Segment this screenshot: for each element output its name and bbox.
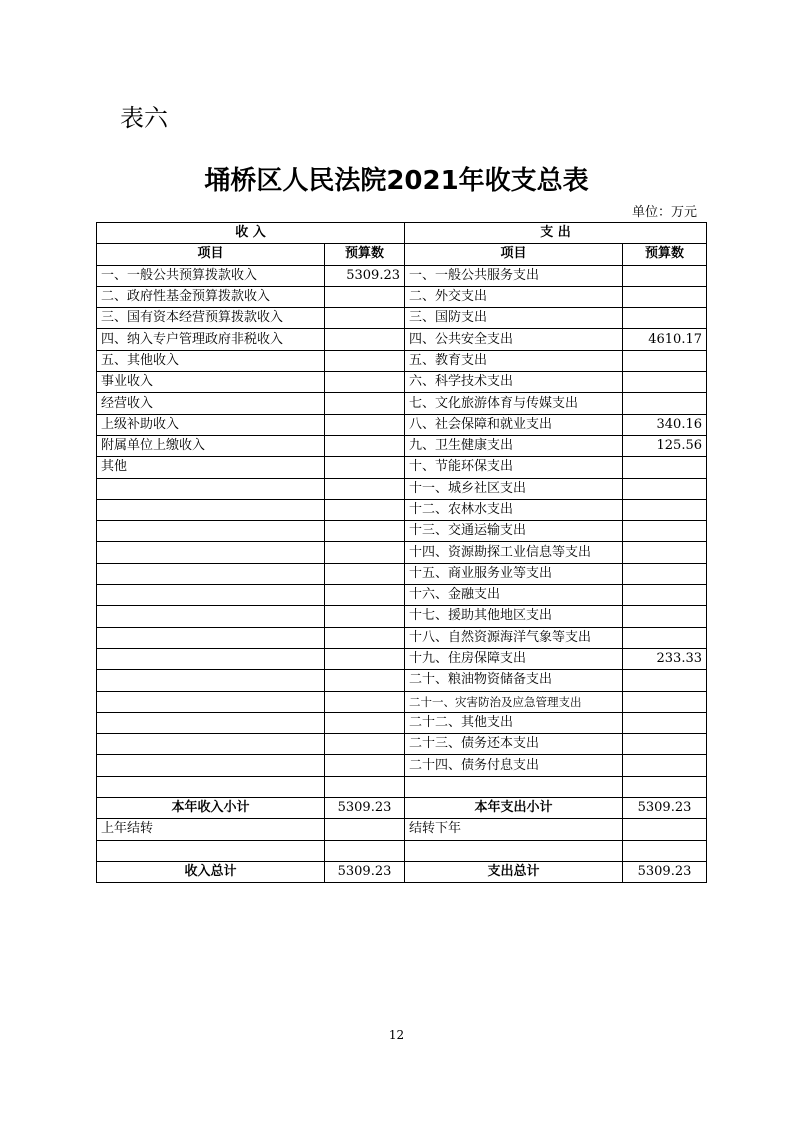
income-item <box>97 648 325 669</box>
table-row <box>97 606 707 627</box>
table-row <box>97 585 707 606</box>
expense-item: 四、公共安全支出 <box>405 329 623 350</box>
income-amount <box>325 563 405 584</box>
income-amount <box>325 372 405 393</box>
income-amount <box>325 627 405 648</box>
income-amount <box>325 457 405 478</box>
data-rows <box>97 265 707 797</box>
expense-item-header: 项目 <box>405 244 623 265</box>
table-row <box>97 265 707 286</box>
income-heading: 收 入 <box>97 223 405 244</box>
expense-item: 七、文化旅游体育与传媒支出 <box>405 393 623 414</box>
expense-item: 六、科学技术支出 <box>405 372 623 393</box>
table-row <box>97 734 707 755</box>
expense-amount <box>623 393 707 414</box>
expense-amount: 125.56 <box>623 435 707 456</box>
income-item: 四、纳入专户管理政府非税收入 <box>97 329 325 350</box>
income-amount <box>325 308 405 329</box>
expense-amount <box>623 308 707 329</box>
table-row <box>97 393 707 414</box>
income-item <box>97 606 325 627</box>
expense-item: 十二、农林水支出 <box>405 499 623 520</box>
expense-carryover-label: 结转下年 <box>405 819 623 840</box>
income-amount <box>325 393 405 414</box>
expense-amount <box>623 712 707 733</box>
expense-amount <box>623 521 707 542</box>
expense-amount <box>623 627 707 648</box>
income-item-header: 项目 <box>97 244 325 265</box>
table-row <box>97 286 707 307</box>
income-item <box>97 734 325 755</box>
table-row <box>97 755 707 776</box>
table-row <box>97 499 707 520</box>
expense-amount <box>623 542 707 563</box>
income-subtotal-amount: 5309.23 <box>325 798 405 819</box>
income-amount <box>325 499 405 520</box>
income-amount <box>325 350 405 371</box>
income-amount <box>325 542 405 563</box>
income-item <box>97 627 325 648</box>
expense-amount <box>623 755 707 776</box>
expense-total-label: 支出总计 <box>405 861 623 882</box>
income-item <box>97 691 325 712</box>
income-amount <box>325 606 405 627</box>
expense-item: 九、卫生健康支出 <box>405 435 623 456</box>
expense-amount <box>623 691 707 712</box>
carryover-row <box>97 819 707 840</box>
income-item <box>97 542 325 563</box>
income-total-amount: 5309.23 <box>325 861 405 882</box>
expense-amount <box>623 372 707 393</box>
expense-item: 十、节能环保支出 <box>405 457 623 478</box>
section-heading-row <box>97 223 707 244</box>
income-amount <box>325 414 405 435</box>
expense-budget-header: 预算数 <box>623 244 707 265</box>
expense-item: 十七、援助其他地区支出 <box>405 606 623 627</box>
income-item: 二、政府性基金预算拨款收入 <box>97 286 325 307</box>
expense-carryover-amount <box>623 819 707 840</box>
income-subtotal-label: 本年收入小计 <box>97 798 325 819</box>
expense-amount <box>623 585 707 606</box>
income-item: 其他 <box>97 457 325 478</box>
table-row <box>97 712 707 733</box>
expense-amount <box>623 478 707 499</box>
expense-amount <box>623 776 707 797</box>
table-label: 表六 <box>120 104 168 132</box>
expense-subtotal-amount: 5309.23 <box>623 798 707 819</box>
expense-subtotal-label: 本年支出小计 <box>405 798 623 819</box>
expense-amount <box>623 457 707 478</box>
expense-item: 十五、商业服务业等支出 <box>405 563 623 584</box>
budget-table <box>96 222 707 883</box>
unit-note: 单位：万元 <box>631 205 697 220</box>
income-amount <box>325 521 405 542</box>
income-carryover-label: 上年结转 <box>97 819 325 840</box>
income-amount <box>325 329 405 350</box>
blank-row <box>97 840 707 861</box>
table-row <box>97 308 707 329</box>
expense-item: 十八、自然资源海洋气象等支出 <box>405 627 623 648</box>
income-item: 附属单位上缴收入 <box>97 435 325 456</box>
column-header-row <box>97 244 707 265</box>
table-row <box>97 521 707 542</box>
expense-amount <box>623 350 707 371</box>
expense-item: 十六、金融支出 <box>405 585 623 606</box>
income-amount <box>325 755 405 776</box>
page-number: 12 <box>388 1028 405 1042</box>
table-row <box>97 542 707 563</box>
expense-amount <box>623 265 707 286</box>
income-carryover-amount <box>325 819 405 840</box>
expense-item <box>405 776 623 797</box>
expense-item: 十四、资源勘探工业信息等支出 <box>405 542 623 563</box>
income-item <box>97 563 325 584</box>
income-item: 上级补助收入 <box>97 414 325 435</box>
income-total-label: 收入总计 <box>97 861 325 882</box>
expense-amount <box>623 499 707 520</box>
income-item: 事业收入 <box>97 372 325 393</box>
table-row <box>97 478 707 499</box>
expense-heading: 支 出 <box>405 223 707 244</box>
expense-item: 十三、交通运输支出 <box>405 521 623 542</box>
total-row <box>97 861 707 882</box>
income-amount <box>325 691 405 712</box>
expense-item: 二十四、债务付息支出 <box>405 755 623 776</box>
expense-item: 八、社会保障和就业支出 <box>405 414 623 435</box>
table-row <box>97 329 707 350</box>
expense-total-amount: 5309.23 <box>623 861 707 882</box>
expense-amount <box>623 670 707 691</box>
income-item <box>97 521 325 542</box>
income-item: 一、一般公共预算拨款收入 <box>97 265 325 286</box>
income-item <box>97 755 325 776</box>
table-row <box>97 563 707 584</box>
expense-amount <box>623 286 707 307</box>
income-item <box>97 585 325 606</box>
expense-amount <box>623 606 707 627</box>
income-item <box>97 499 325 520</box>
income-item: 经营收入 <box>97 393 325 414</box>
income-item: 五、其他收入 <box>97 350 325 371</box>
income-amount <box>325 478 405 499</box>
table-row <box>97 350 707 371</box>
table-row <box>97 627 707 648</box>
income-item <box>97 776 325 797</box>
subtotal-row <box>97 798 707 819</box>
table-row <box>97 372 707 393</box>
income-amount: 5309.23 <box>325 265 405 286</box>
income-amount <box>325 734 405 755</box>
table-row <box>97 414 707 435</box>
income-amount <box>325 670 405 691</box>
income-amount <box>325 776 405 797</box>
expense-item: 二十一、灾害防治及应急管理支出 <box>405 691 623 712</box>
expense-item: 十九、住房保障支出 <box>405 648 623 669</box>
expense-item: 一、一般公共服务支出 <box>405 265 623 286</box>
income-amount <box>325 286 405 307</box>
expense-amount: 340.16 <box>623 414 707 435</box>
expense-item: 十一、城乡社区支出 <box>405 478 623 499</box>
expense-item: 二十二、其他支出 <box>405 712 623 733</box>
expense-item: 二十三、债务还本支出 <box>405 734 623 755</box>
expense-amount <box>623 563 707 584</box>
page-title: 埇桥区人民法院2021年收支总表 <box>204 166 589 196</box>
income-budget-header: 预算数 <box>325 244 405 265</box>
expense-amount <box>623 734 707 755</box>
expense-amount: 233.33 <box>623 648 707 669</box>
income-amount <box>325 648 405 669</box>
expense-item: 五、教育支出 <box>405 350 623 371</box>
table-row <box>97 670 707 691</box>
table-row <box>97 776 707 797</box>
income-amount <box>325 435 405 456</box>
table-row <box>97 435 707 456</box>
expense-item: 二、外交支出 <box>405 286 623 307</box>
income-amount <box>325 712 405 733</box>
expense-amount: 4610.17 <box>623 329 707 350</box>
expense-item: 三、国防支出 <box>405 308 623 329</box>
income-item <box>97 478 325 499</box>
income-amount <box>325 585 405 606</box>
income-item <box>97 712 325 733</box>
income-item: 三、国有资本经营预算拨款收入 <box>97 308 325 329</box>
table-row <box>97 648 707 669</box>
table-row <box>97 691 707 712</box>
expense-item: 二十、粮油物资储备支出 <box>405 670 623 691</box>
income-item <box>97 670 325 691</box>
table-row <box>97 457 707 478</box>
